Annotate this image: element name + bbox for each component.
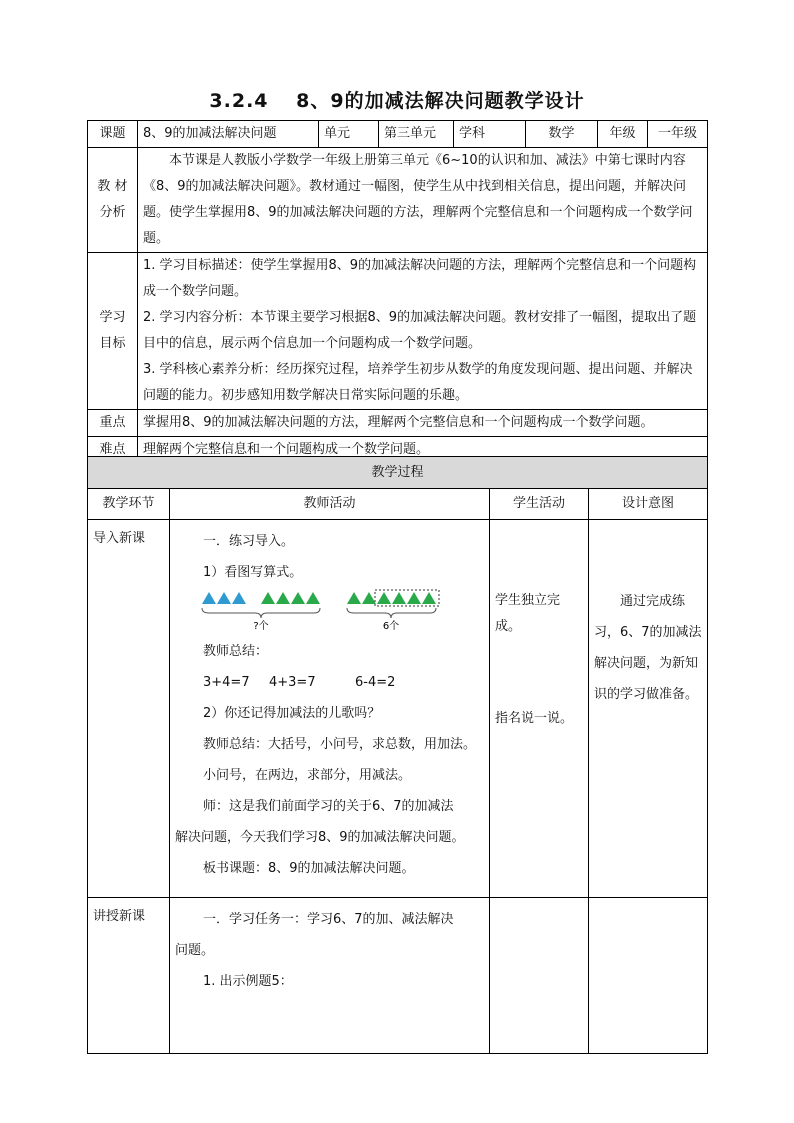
- equation: 3+4=7: [203, 675, 250, 690]
- new-lesson-line: 问题。: [175, 943, 215, 958]
- intro-line: 1）看图写算式。: [203, 565, 303, 580]
- new-lesson-stage: 讲授新课: [88, 898, 170, 1054]
- difficulty-label: 难点: [88, 437, 138, 464]
- intro-line: 师：这是我们前面学习的关于6、7的加减法: [203, 799, 454, 814]
- new-lesson-line: 1. 出示例题5：: [203, 974, 293, 989]
- intro-student-activity: [490, 520, 589, 898]
- new-lesson-teacher-activity: [170, 898, 490, 1054]
- page-title: 3.2.4 8、9的加减法解决问题教学设计: [209, 90, 585, 112]
- left-brace: [202, 608, 320, 618]
- intro-line: 板书课题：8、9的加减法解决问题。: [203, 861, 415, 876]
- lesson-value: 8、9的加减法解决问题: [138, 121, 319, 148]
- intro-line: 解决问题，今天我们学习8、9的加减法解决问题。: [175, 830, 465, 845]
- intro-row: [88, 520, 708, 898]
- col-student: 学生活动: [490, 489, 589, 520]
- col-intent: 设计意图: [589, 489, 708, 520]
- unit-label: 单元: [319, 121, 379, 148]
- blue-triangle: [202, 592, 216, 604]
- student-activity-2: 指名说一说。: [495, 711, 574, 726]
- triangle-figure: [175, 588, 475, 632]
- subject-label: 学科: [454, 121, 526, 148]
- objectives-label: 学习 目标: [88, 253, 138, 410]
- process-heading-row: [88, 457, 708, 489]
- difficulty-text: 理解两个完整信息和一个问题构成一个数学问题。: [138, 437, 708, 464]
- equations-line: [175, 667, 484, 698]
- green-triangle: [377, 592, 391, 604]
- left-brace-label: ?个: [253, 621, 269, 632]
- green-triangle: [392, 592, 406, 604]
- objective-item: 1. 学习目标描述：使学生掌握用8、9的加减法解决问题的方法，理解两个完整信息和一个问题构成一个数学问题。: [143, 258, 697, 299]
- new-lesson-row: [88, 898, 708, 1054]
- blue-triangle: [232, 592, 246, 604]
- green-triangle: [261, 592, 275, 604]
- intro-stage: 导入新课: [88, 520, 170, 898]
- green-triangle: [407, 592, 421, 604]
- blue-triangle: [217, 592, 231, 604]
- right-brace-label: 6个: [382, 621, 400, 632]
- new-lesson-design-intent: [589, 898, 708, 1054]
- green-triangle: [276, 592, 290, 604]
- analysis-text: 本节课是人教版小学数学一年级上册第三单元《6~10的认识和加、减法》中第七课时内容《8、9的加减法解决问题》。教材通过一幅图，使学生从中找到相关信息，提出问题，并解决问题。使学生掌握用8、9的加减法解决问题的方法，理解两个完整信息和一个问题构成一个数学问题。: [138, 148, 708, 253]
- objectives-text: [138, 253, 708, 410]
- intro-line: 教师总结：大括号，小问号，求总数，用加法。: [203, 737, 477, 752]
- analysis-label: 教 材 分析: [88, 148, 138, 253]
- equation: 4+3=7: [269, 675, 316, 690]
- lesson-label: 课题: [88, 121, 138, 148]
- green-triangle: [347, 592, 361, 604]
- col-stage: 教学环节: [88, 489, 170, 520]
- unit-value: 第三单元: [379, 121, 454, 148]
- blue-triangles: [202, 592, 246, 604]
- key-point-row: [88, 410, 708, 437]
- process-table: [87, 456, 708, 1054]
- analysis-row: [88, 148, 708, 253]
- grade-value: 一年级: [648, 121, 708, 148]
- subject-value: 数学: [526, 121, 598, 148]
- intro-line: 2）你还记得加减法的儿歌吗？: [203, 706, 381, 721]
- grade-label: 年级: [598, 121, 648, 148]
- green-triangle: [422, 592, 436, 604]
- student-activity-1: 学生独立完成。: [495, 593, 561, 634]
- key-point-label: 重点: [88, 410, 138, 437]
- equation: 6-4=2: [355, 675, 396, 690]
- lesson-info-table: [87, 120, 708, 464]
- green-triangles-right: [347, 592, 436, 604]
- process-heading: 教学过程: [88, 457, 708, 489]
- objectives-row: [88, 253, 708, 410]
- header-row: [88, 121, 708, 148]
- intro-line: 小问号，在两边，求部分，用减法。: [203, 768, 412, 783]
- green-triangles-left: [261, 592, 320, 604]
- green-triangle: [306, 592, 320, 604]
- intro-line: 一．练习导入。: [203, 534, 295, 549]
- process-columns-row: [88, 489, 708, 520]
- intro-design-intent: 通过完成练习，6、7的加减法解决问题，为新知识的学习做准备。: [589, 520, 708, 898]
- col-teacher: 教师活动: [170, 489, 490, 520]
- green-triangle: [291, 592, 305, 604]
- green-triangle: [362, 592, 376, 604]
- objective-item: 2. 学习内容分析：本节课主要学习根据8、9的加减法解决问题。教材安排了一幅图，提取出了题目中的信息，展示两个信息加一个问题构成一个数学问题。: [143, 310, 697, 351]
- right-brace: [347, 608, 436, 618]
- intro-teacher-activity: [170, 520, 490, 898]
- intro-line: 教师总结：: [203, 644, 269, 659]
- key-point-text: 掌握用8、9的加减法解决问题的方法，理解两个完整信息和一个问题构成一个数学问题。: [138, 410, 708, 437]
- new-lesson-line: 一．学习任务一：学习6、7的加、减法解决: [203, 912, 454, 927]
- objective-item: 3. 学科核心素养分析：经历探究过程，培养学生初步从数学的角度发现问题、提出问题、并解决问题的能力。初步感知用数学解决日常实际问题的乐趣。: [143, 362, 693, 403]
- new-lesson-student-activity: [490, 898, 589, 1054]
